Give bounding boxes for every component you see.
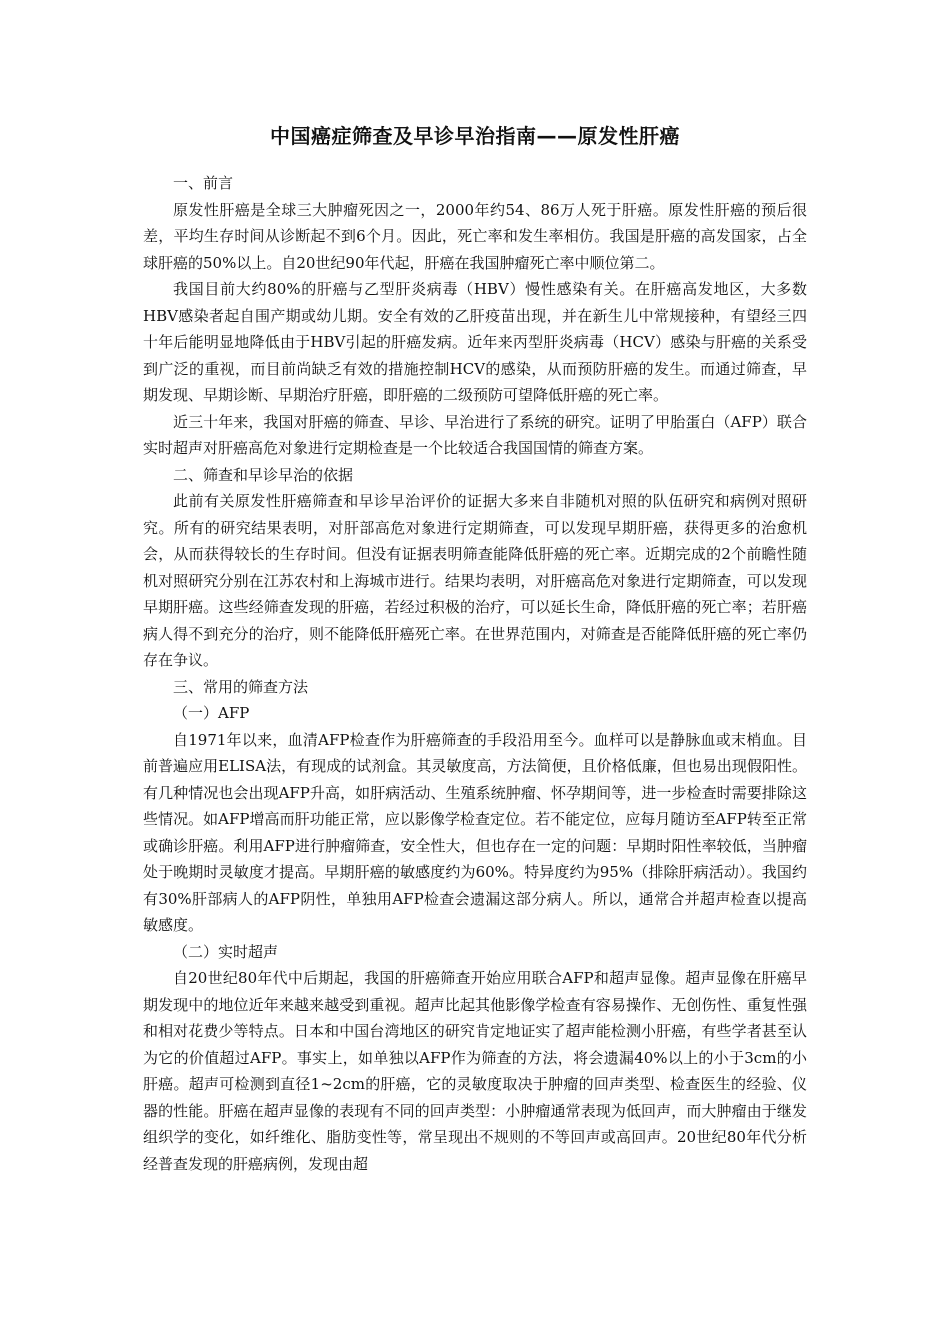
paragraph: 我国目前大约80%的肝癌与乙型肝炎病毒（HBV）慢性感染有关。在肝癌高发地区，大多数HBV感染者起自围产期或幼儿期。安全有效的乙肝疫苗出现，并在新生儿中常规接种，有望经三四十年后能明显地降低由于HBV引起的肝癌发病。近年来丙型肝炎病毒（HCV）感染与肝癌的关系受到广泛的重视，而目前尚缺乏有效的措施控制HCV的感染，从而预防肝癌的发生。而通过筛查，早期发现、早期诊断、早期治疗肝癌，即肝癌的二级预防可望降低肝癌的死亡率。 — [143, 280, 807, 404]
paragraph: 此前有关原发性肝癌筛查和早诊早治评价的证据大多来自非随机对照的队伍研究和病例对照研究。所有的研究结果表明，对肝部高危对象进行定期筛查，可以发现早期肝癌，获得更多的治愈机会，从而获得较长的生存时间。但没有证据表明筛查能降低肝癌的死亡率。近期完成的2个前瞻性随机对照研究分别在江苏农村和上海城市进行。结果均表明，对肝癌高危对象进行定期筛查，可以发现早期肝癌。这些经筛查发现的肝癌，若经过积极的治疗，可以延长生命，降低肝癌的死亡率；若肝癌病人得不到充分的治疗，则不能降低肝癌死亡率。在世界范围内，对筛查是否能降低肝癌的死亡率仍存在争议。 — [143, 492, 807, 669]
section-heading-basis: 二、筛查和早诊早治的依据 — [173, 465, 354, 484]
document-title: 中国癌症筛查及早诊早治指南——原发性肝癌 — [270, 124, 680, 148]
document-body — [143, 170, 807, 1177]
paragraph: 自1971年以来，血清AFP检查作为肝癌筛查的手段沿用至今。血样可以是静脉血或末梢血。目前普遍应用ELISA法，有现成的试剂盒。其灵敏度高，方法简便，且价格低廉，但也易出现假阳性。有几种情况也会出现AFP升高，如肝病活动、生殖系统肿瘤、怀孕期间等，进一步检查时需要排除这些情况。如AFP增高而肝功能正常，应以影像学检查定位。若不能定位，应每月随访至AFP转至正常或确诊肝癌。利用AFP进行肿瘤筛查，安全性大，但也存在一定的问题：早期时阳性率较低，当肿瘤处于晚期时灵敏度才提高。早期肝癌的敏感度约为60%。特异度约为95%（排除肝病活动）。我国约有30%肝部病人的AFP阴性，单独用AFP检查会遗漏这部分病人。所以，通常合并超声检查以提高敏感度。 — [143, 730, 807, 934]
subsection-heading-ultrasound: （二）实时超声 — [173, 942, 279, 961]
paragraph: 原发性肝癌是全球三大肿瘤死因之一，2000年约54、86万人死于肝癌。原发性肝癌的预后很差，平均生存时间从诊断起不到6个月。因此，死亡率和发生率相仿。我国是肝癌的高发国家，占全球肝癌的50%以上。自20世纪90年代起，肝癌在我国肿瘤死亡率中顺位第二。 — [143, 200, 807, 272]
paragraph: 自20世纪80年代中后期起，我国的肝癌筛查开始应用联合AFP和超声显像。超声显像在肝癌早期发现中的地位近年来越来越受到重视。超声比起其他影像学检查有容易操作、无创伤性、重复性强和相对花费少等特点。日本和中国台湾地区的研究肯定地证实了超声能检测小肝癌，有些学者甚至认为它的价值超过AFP。事实上，如单独以AFP作为筛查的方法，将会遗漏40%以上的小于3cm的小肝癌。超声可检测到直径1~2cm的肝癌，它的灵敏度取决于肿瘤的回声类型、检查医生的经验、仪器的性能。肝癌在超声显像的表现有不同的回声类型：小肿瘤通常表现为低回声，而大肿瘤由于继发组织学的变化，如纤维化、脂肪变性等，常呈现出不规则的不等回声或高回声。20世纪80年代分析经普查发现的肝癌病例，发现由超 — [143, 969, 807, 1173]
paragraph: 近三十年来，我国对肝癌的筛查、早诊、早治进行了系统的研究。证明了甲胎蛋白（AFP）联合实时超声对肝癌高危对象进行定期检查是一个比较适合我国国情的筛查方案。 — [143, 412, 807, 457]
section-heading-methods: 三、常用的筛查方法 — [173, 677, 309, 696]
section-heading-preface: 一、前言 — [173, 174, 234, 192]
subsection-heading-afp: （一）AFP — [173, 704, 250, 722]
